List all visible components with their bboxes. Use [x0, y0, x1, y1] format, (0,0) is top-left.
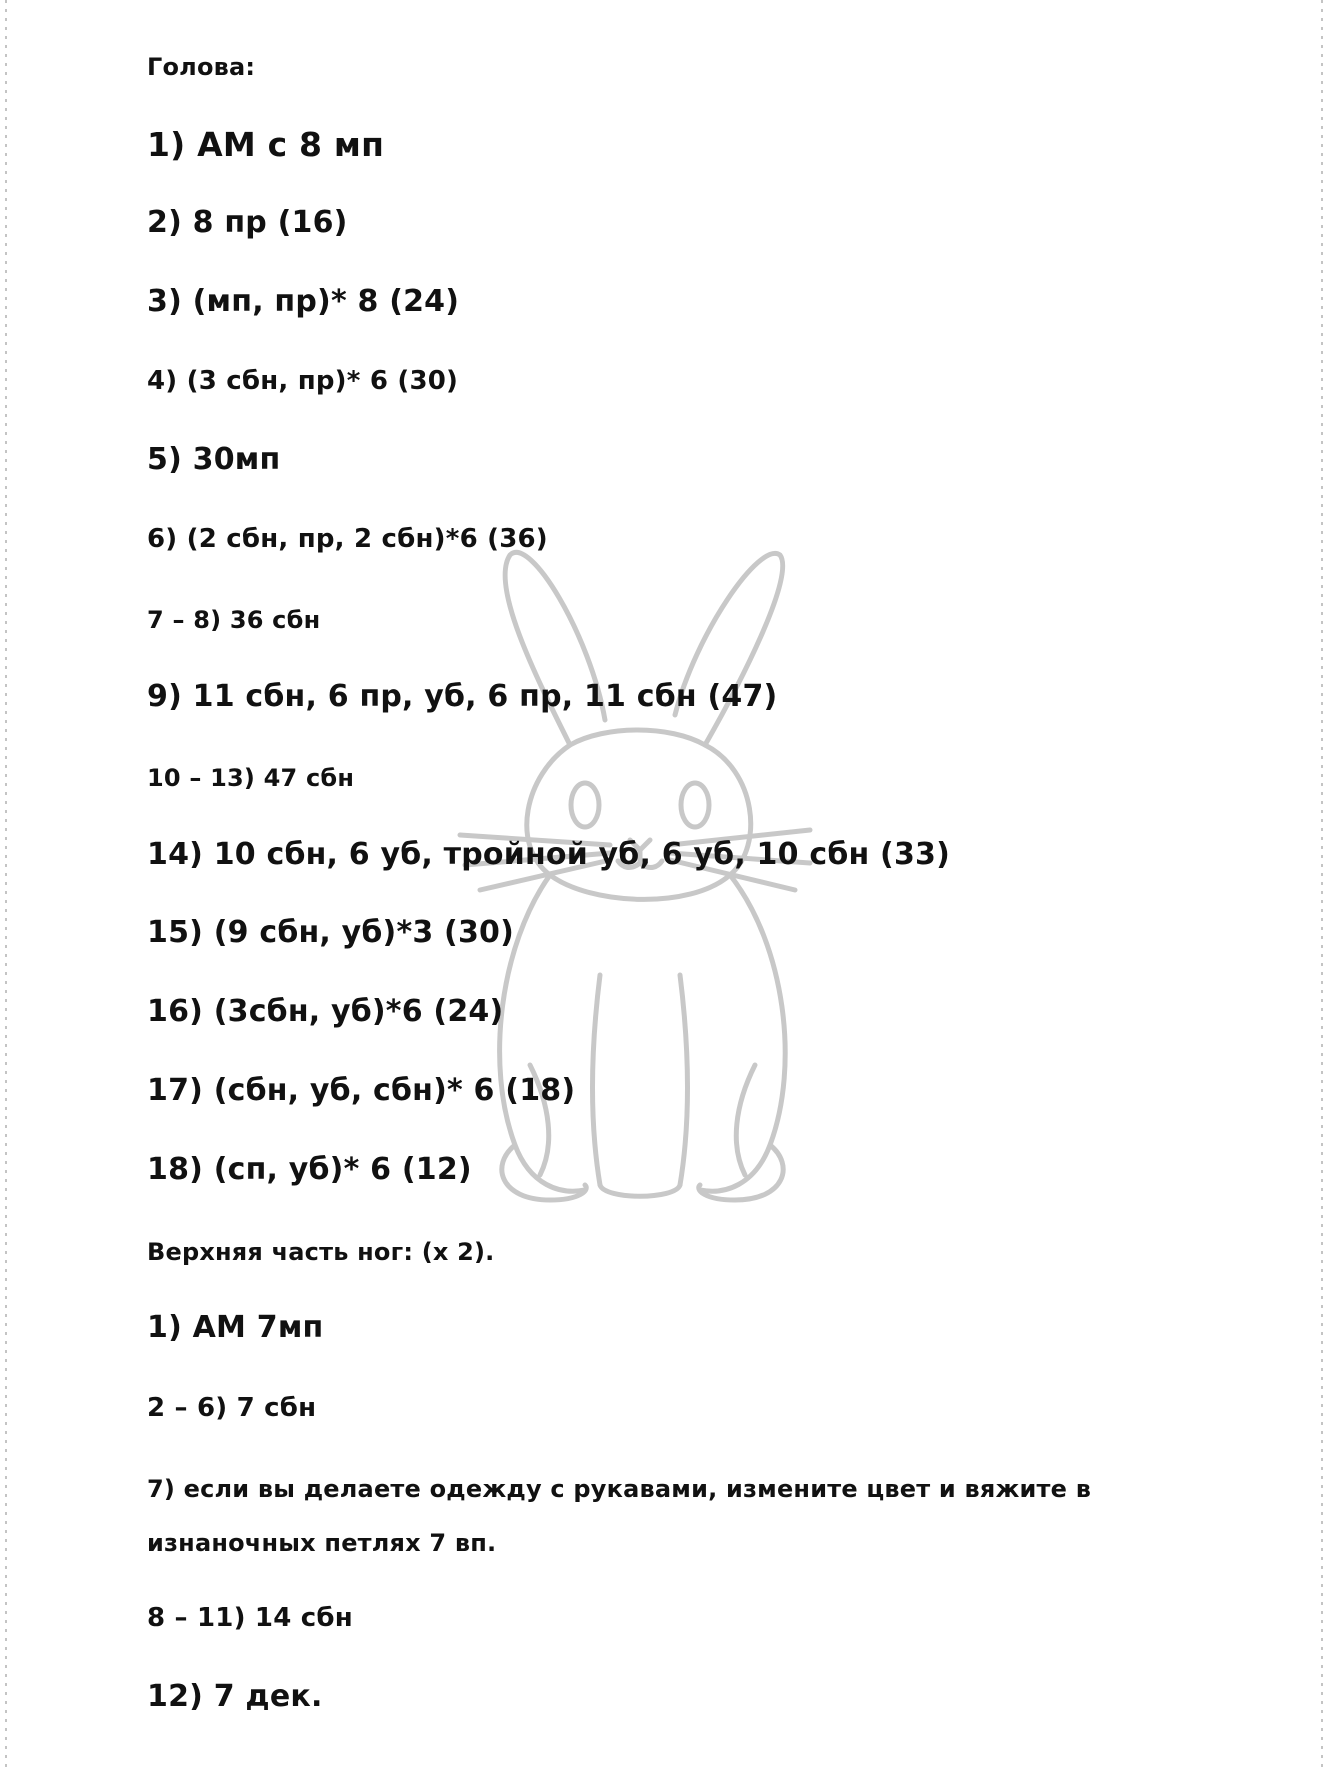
pattern-row: 1) АМ с 8 мп — [147, 125, 385, 164]
pattern-row: 5) 30мп — [147, 442, 281, 477]
pattern-row: 15) (9 сбн, уб)*3 (30) — [147, 915, 515, 950]
pattern-row: 10 – 13) 47 сбн — [147, 764, 355, 792]
pattern-row: 6) (2 сбн, пр, 2 сбн)*6 (36) — [147, 524, 548, 554]
pattern-row: 12) 7 дек. — [147, 1679, 323, 1714]
pattern-row: 16) (3сбн, уб)*6 (24) — [147, 994, 504, 1029]
section-heading-head: Голова: — [147, 53, 256, 81]
pattern-row: 17) (сбн, уб, сбн)* 6 (18) — [147, 1073, 576, 1108]
pattern-row: 18) (сп, уб)* 6 (12) — [147, 1152, 472, 1187]
pattern-row: 4) (3 сбн, пр)* 6 (30) — [147, 366, 459, 396]
pattern-row: 7 – 8) 36 сбн — [147, 606, 321, 634]
pattern-row: 7) если вы делаете одежду с рукавами, измените цвет и вяжите в — [147, 1475, 1092, 1503]
pattern-row: 1) АМ 7мп — [147, 1310, 324, 1345]
pattern-row: 2 – 6) 7 сбн — [147, 1393, 317, 1423]
left-dotted-border — [0, 0, 14, 1768]
pattern-row: 3) (мп, пр)* 8 (24) — [147, 284, 460, 319]
pattern-row: 9) 11 сбн, 6 пр, уб, 6 пр, 11 сбн (47) — [147, 679, 778, 714]
section-heading-legs: Верхняя часть ног: (х 2). — [147, 1238, 495, 1266]
pattern-row: изнаночных петлях 7 вп. — [147, 1529, 497, 1557]
pattern-row: 8 – 11) 14 сбн — [147, 1603, 353, 1633]
pattern-row: 2) 8 пр (16) — [147, 205, 348, 240]
right-dotted-border — [1314, 0, 1328, 1768]
pattern-row: 14) 10 сбн, 6 уб, тройной уб, 6 уб, 10 сбн (33) — [147, 837, 951, 872]
